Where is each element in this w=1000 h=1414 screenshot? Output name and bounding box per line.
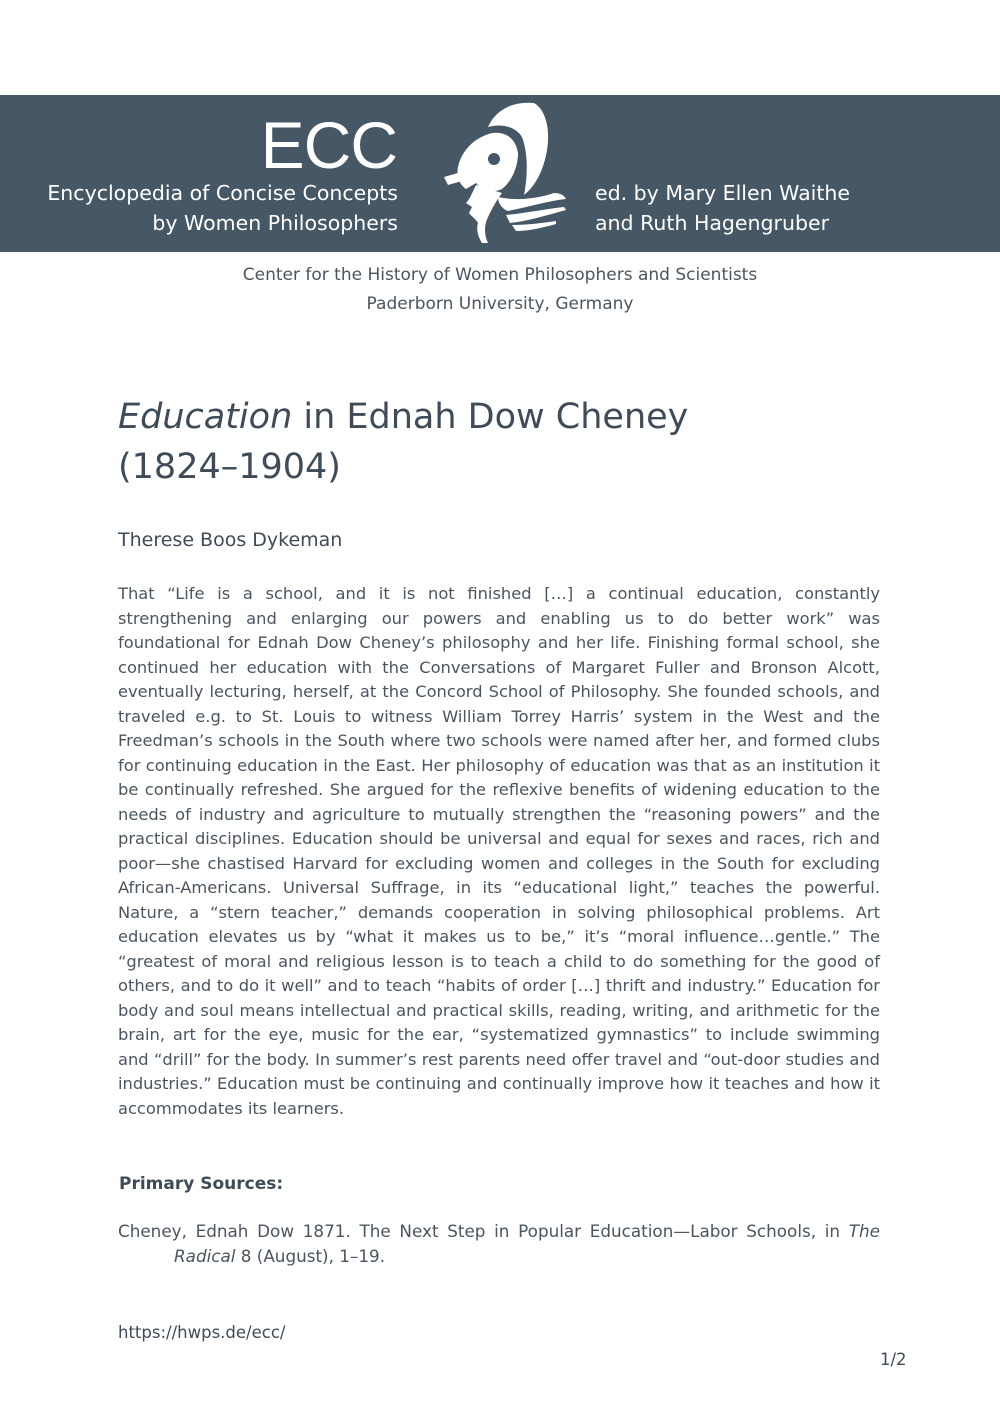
athena-helmet-icon xyxy=(436,97,572,249)
reference-journal: The Radical xyxy=(174,1221,880,1266)
author-name: Therese Boos Dykeman xyxy=(118,529,343,551)
reference-text: Cheney, Ednah Dow 1871. The Next Step in Popular Education—Labor Schools, in xyxy=(118,1221,849,1241)
article-body: That “Life is a school, and it is not finished […] a continual education, constantly strengthening and enlarging our powers and enabling us to do better work” was foundational for Ednah Dow Cheney’s philosophy and her life. Finishing formal school, she continued her education with the Conversations of Margaret Fuller and Bronson Alcott, eventually lecturing, herself, at the Concord School of Philosophy. She founded schools, and traveled e.g. to St. Louis to witness William Torrey Harris’ system in the West and the Freedman’s schools in the South where two schools were named after her, and formed clubs for continuing education in the East. Her philosophy of education was that as an institution it be continually refreshed. She argued for the reflexive benefits of widening education to the needs of industry and agriculture to mutually strengthen the “reasoning powers” and the practical disciplines. Education should be universal and equal for sexes and races, rich and poor—she chastised Harvard for excluding women and colleges in the South for excluding African-Americans. Universal Suffrage, in its “educational light,” teaches the powerful. Nature, a “stern teacher,” demands cooperation in solving philosophical problems. Art education elevates us by “what it makes us to be,” it’s “moral influence…gentle.” The “greatest of moral and religious lesson is to teach a child to do something for the good of others, and to do it well” and to teach “habits of order […] thrift and industry.” Education for body and soul means intellectual and practical skills, reading, writing, and arithmetic for the brain, art for the eye, music for the ear, “systematized gymnastics” to include swimming and “drill” for the body. In summer’s rest parents need offer travel and “out-door studies and industries.” Education must be continuing and continually improve how it teaches and how it accommodates its learners. xyxy=(118,584,880,1118)
primary-sources-heading: Primary Sources: xyxy=(119,1174,284,1194)
series-title xyxy=(47,178,398,238)
reference-entry xyxy=(118,1219,880,1269)
editors-line1: ed. by Mary Ellen Waithe xyxy=(595,181,850,205)
editors-line2: and Ruth Hagengruber xyxy=(595,211,830,235)
footer-url: https://hwps.de/ecc/ xyxy=(118,1323,286,1342)
editors xyxy=(595,178,850,238)
title-rest: in Ednah Dow Cheney xyxy=(292,397,689,437)
title-line2: (1824–1904) xyxy=(118,447,341,487)
institution-location: Paderborn University, Germany xyxy=(366,294,634,314)
ecc-logo-text: ECC xyxy=(260,108,397,182)
header-banner xyxy=(0,95,1000,252)
title-line1 xyxy=(118,392,818,442)
series-title-line2: by Women Philosophers xyxy=(152,211,398,235)
reference-details: 8 (August), 1–19. xyxy=(235,1246,386,1266)
series-title-line1: Encyclopedia of Concise Concepts xyxy=(47,181,398,205)
title-italic: Education xyxy=(118,397,293,437)
page-number: 1/2 xyxy=(880,1350,907,1369)
institution-name: Center for the History of Women Philosophers and Scientists xyxy=(242,265,758,285)
page-title xyxy=(118,392,818,492)
